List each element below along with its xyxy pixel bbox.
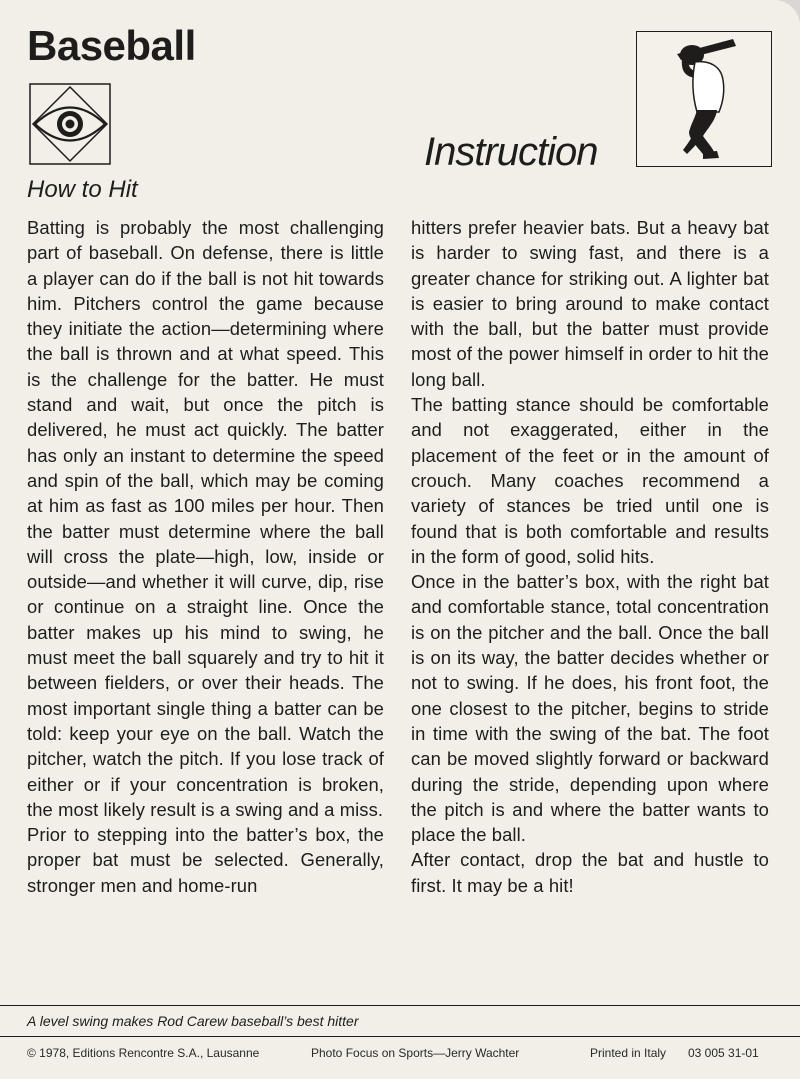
paragraph: Prior to stepping into the batter’s box, the proper bat must be selected. Generally, stronger men and home-run (27, 824, 384, 896)
paragraph: Once in the batter’s box, with the right bat and comfortable stance, total concentration is on the pitcher and the ball. Once the ball is on its way, the batter decides whether or not to swing. If he does, his front foot, the one closest to the pitcher, begins to stride in time with the swing of the bat. The foot can be moved slightly forward or backward during the stride, depending upon where the pitch is and where the batter wants to place the ball. (411, 571, 769, 846)
card-code: 03 005 31-01 (688, 1046, 759, 1060)
paragraph: Batting is probably the most challenging part of baseball. On defense, there is little a player can do if the ball is not hit towards him. Pitchers control the game because they initiate the action—determining where the ball is thrown and at what speed. This is the challenge for the batter. He must stand and wait, but once the pitch is delivered, he must act quickly. The batter has only an instant to determine the speed and spin of the ball, which may be coming at him as fast as 100 miles per hour. Then the batter must determine where the ball will cross the plate—high, low, inside or outside—and whether it will curve, dip, rise or continue on a straight line. Once the batter makes up his mind to swing, he must meet the ball squarely and try to hit it between fielders, or over their heads. The most important single thing a batter can be told: keep your eye on the ball. Watch the pitcher, watch the pitch. If you lose track of either or if your concentration is broken, the most likely result is a swing and a miss. (27, 217, 384, 820)
card-title: Baseball (27, 22, 196, 69)
paragraph: The batting stance should be comfortable and not exaggerated, either in the placement of the feet or in the amount of crouch. Many coaches recommend a variety of stances be tried until one is found that is both comfortable and results in the form of good, solid hits. (411, 394, 769, 567)
paragraph: After contact, drop the bat and hustle to first. It may be a hit! (411, 849, 769, 896)
caption-rule-bottom (0, 1036, 800, 1037)
printed-in: Printed in Italy (590, 1046, 667, 1060)
photo-credit: Photo Focus on Sports—Jerry Wachter (311, 1046, 520, 1060)
text-column-right (411, 215, 769, 898)
copyright-text: © 1978, Editions Rencontre S.A., Lausanne (27, 1046, 260, 1060)
caption-rule-top (0, 1005, 800, 1006)
batter-silhouette-icon (637, 32, 771, 166)
photo-frame (636, 31, 772, 167)
text-column-left (27, 215, 384, 898)
eye-in-diamond-icon (29, 83, 111, 165)
category-label: Instruction (424, 130, 598, 174)
photo-caption: A level swing makes Rod Carew baseball’s best hitter (27, 1013, 359, 1029)
section-subtitle: How to Hit (27, 176, 138, 203)
paragraph: hitters prefer heavier bats. But a heavy bat is harder to swing fast, and there is a greater chance for striking out. A lighter bat is easier to bring around to make contact with the ball, but the batter must provide most of the power himself in order to hit the long ball. (411, 217, 769, 390)
